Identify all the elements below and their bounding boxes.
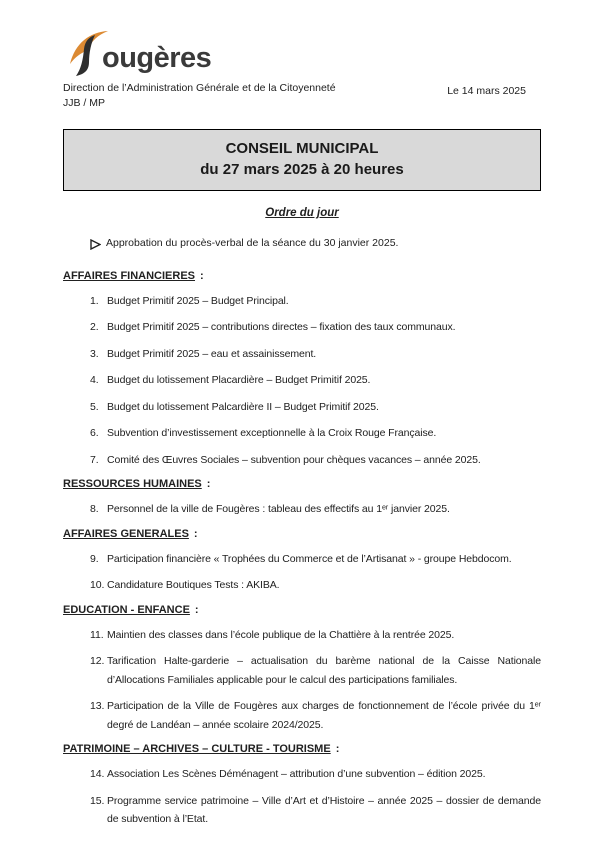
item-text: Subvention d’investissement exceptionnelle à la Croix Rouge Française.: [107, 427, 437, 439]
agenda-item: [63, 550, 541, 569]
section-heading: [63, 527, 541, 542]
section-heading: [63, 603, 541, 618]
section-education-enfance: [63, 603, 541, 735]
agenda-item: [63, 318, 541, 337]
item-text: Programme service patrimoine – Ville d’Art et d’Histoire – année 2025 – dossier de demande de subvention à l’Etat.: [107, 794, 541, 825]
section-colon: :: [193, 527, 198, 540]
item-number: 4.: [90, 374, 99, 386]
date-line: Le 14 mars 2025: [447, 85, 526, 97]
section-ressources-humaines: [63, 477, 541, 519]
section-colon: :: [206, 478, 211, 490]
section-title: AFFAIRES FINANCIERES: [63, 269, 196, 282]
section-heading: [63, 477, 541, 492]
agenda-item: [63, 626, 541, 645]
item-number: 5.: [90, 400, 99, 413]
arrowhead-bullet-icon: [90, 234, 106, 257]
agenda-item: [63, 371, 541, 390]
item-text: Maintien des classes dans l’école publique de la Chattière à la rentrée 2025.: [107, 628, 455, 641]
item-text: Budget Primitif 2025 – contributions directes – fixation des taux communaux.: [107, 321, 456, 333]
fougeres-logo: [65, 30, 541, 76]
council-title-box: [63, 129, 541, 191]
item-number: 12.: [90, 655, 105, 667]
section-heading: [63, 742, 541, 757]
section-affaires-financieres: [63, 269, 541, 470]
item-number: 11.: [90, 628, 104, 641]
agenda-item: [63, 424, 541, 443]
agenda-item: [63, 792, 541, 829]
section-title: AFFAIRES GENERALES: [63, 527, 189, 540]
section-colon: :: [335, 743, 340, 755]
agenda-item: [63, 345, 541, 364]
item-number: 13.: [90, 700, 105, 712]
item-text: Budget Primitif 2025 – Budget Principal.: [107, 294, 289, 307]
agenda-item: [63, 500, 541, 519]
reference-line: JJB / MP: [63, 97, 106, 109]
section-colon: :: [200, 269, 204, 282]
item-number: 9.: [90, 552, 99, 565]
agenda-item: [63, 765, 541, 784]
item-text: Personnel de la ville de Fougères : tableau des effectifs au 1ᵉʳ janvier 2025.: [107, 503, 450, 515]
item-text: Association Les Scènes Déménagent – attribution d’une subvention – édition 2025.: [107, 768, 486, 780]
agenda-item: [63, 451, 541, 470]
section-patrimoine-archives-culture-tourisme: [63, 742, 541, 829]
item-number: 3.: [90, 347, 99, 360]
item-number: 6.: [90, 427, 99, 439]
section-title: EDUCATION - ENFANCE: [63, 603, 190, 616]
item-text: Participation de la Ville de Fougères aux charges de fonctionnement de l’école privée du 1ᵉʳ degré de Landéan – année scolaire 2024/2025.: [107, 700, 541, 731]
item-number: 1.: [90, 294, 99, 307]
agenda-item: [63, 697, 541, 734]
item-number: 7.: [90, 453, 99, 466]
section-affaires-generales: [63, 527, 541, 595]
preamble-item: [63, 234, 541, 257]
item-number: 14.: [90, 768, 105, 780]
department-line: Direction de l’Administration Générale et de la Citoyenneté: [63, 82, 336, 94]
item-number: 15.: [90, 794, 105, 807]
agenda-item: [63, 652, 541, 689]
item-number: 8.: [90, 503, 99, 515]
section-title: PATRIMOINE – ARCHIVES – CULTURE - TOURISME: [63, 743, 331, 755]
agenda-item: [63, 292, 541, 311]
preamble-text: Approbation du procès-verbal de la séance du 30 janvier 2025.: [106, 237, 399, 249]
item-text: Tarification Halte-garderie – actualisation du barème national de la Caisse Nationale d’Allocations Familiales applicable pour le calcul des participations familiales.: [107, 655, 541, 686]
agenda-item: [63, 398, 541, 417]
item-number: 2.: [90, 321, 99, 333]
logo-wordmark: ougères: [102, 42, 212, 74]
agenda-heading: Ordre du jour: [265, 207, 339, 219]
item-number: 10.: [90, 579, 105, 591]
section-heading: [63, 269, 541, 284]
item-text: Candidature Boutiques Tests : AKIBA.: [107, 579, 280, 591]
council-title-line2: du 27 mars 2025 à 20 heures: [200, 161, 404, 178]
item-text: Budget du lotissement Palcardière II – Budget Primitif 2025.: [107, 400, 379, 413]
item-text: Participation financière « Trophées du Commerce et de l’Artisanat » - groupe Hebdocom.: [107, 552, 512, 565]
council-title-line1: CONSEIL MUNICIPAL: [225, 140, 379, 157]
item-text: Budget Primitif 2025 – eau et assainissement.: [107, 347, 317, 360]
section-title: RESSOURCES HUMAINES: [63, 478, 202, 490]
item-text: Budget du lotissement Placardière – Budget Primitif 2025.: [107, 374, 371, 386]
item-text: Comité des Œuvres Sociales – subvention pour chèques vacances – année 2025.: [107, 453, 481, 466]
section-colon: :: [194, 603, 199, 616]
agenda-item: [63, 576, 541, 595]
